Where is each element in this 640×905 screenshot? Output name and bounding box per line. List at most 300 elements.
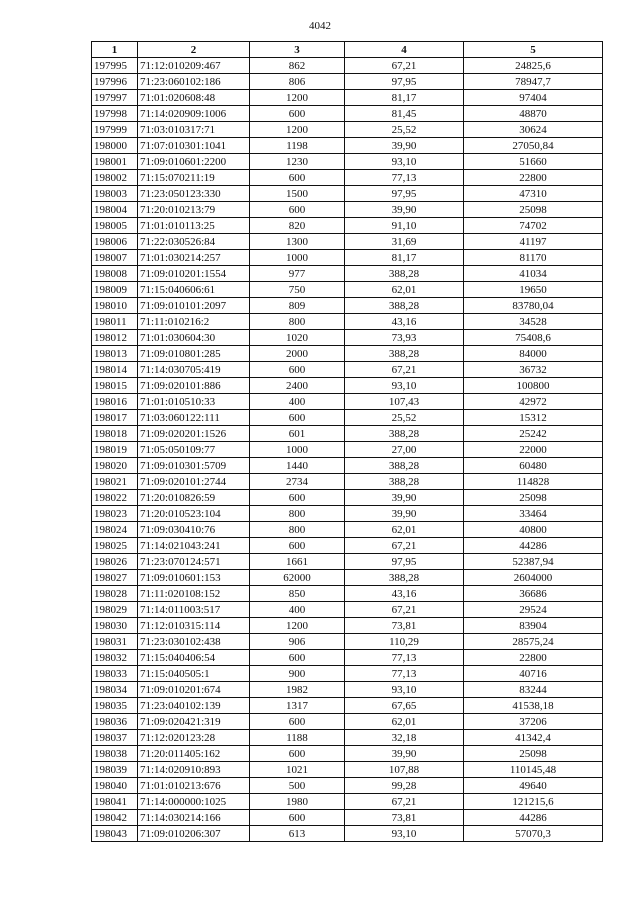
value-cell: 83244 — [464, 682, 603, 698]
value-cell: 33464 — [464, 506, 603, 522]
area-cell: 1980 — [250, 794, 345, 810]
rate-cell: 31,69 — [345, 234, 464, 250]
value-cell: 83904 — [464, 618, 603, 634]
value-cell: 121215,6 — [464, 794, 603, 810]
table-row — [92, 266, 603, 282]
value-cell: 81170 — [464, 250, 603, 266]
area-cell: 800 — [250, 314, 345, 330]
cadastral-number-cell: 71:20:011405:162 — [138, 746, 250, 762]
row-number-cell: 198019 — [92, 442, 138, 458]
area-cell: 806 — [250, 74, 345, 90]
row-number-cell: 198000 — [92, 138, 138, 154]
row-number-cell: 198001 — [92, 154, 138, 170]
cadastral-number-cell: 71:09:030410:76 — [138, 522, 250, 538]
rate-cell: 32,18 — [345, 730, 464, 746]
rate-cell: 93,10 — [345, 378, 464, 394]
cadastral-number-cell: 71:01:010213:676 — [138, 778, 250, 794]
row-number-cell: 198031 — [92, 634, 138, 650]
value-cell: 22800 — [464, 170, 603, 186]
row-number-cell: 198036 — [92, 714, 138, 730]
value-cell: 25242 — [464, 426, 603, 442]
row-number-cell: 198033 — [92, 666, 138, 682]
row-number-cell: 197999 — [92, 122, 138, 138]
value-cell: 41197 — [464, 234, 603, 250]
cadastral-number-cell: 71:05:050109:77 — [138, 442, 250, 458]
row-number-cell: 198009 — [92, 282, 138, 298]
cadastral-number-cell: 71:12:010315:114 — [138, 618, 250, 634]
row-number-cell: 198034 — [92, 682, 138, 698]
cadastral-number-cell: 71:03:060122:111 — [138, 410, 250, 426]
area-cell: 1000 — [250, 250, 345, 266]
area-cell: 1200 — [250, 122, 345, 138]
row-number-cell: 198016 — [92, 394, 138, 410]
table-row — [92, 314, 603, 330]
table-row — [92, 282, 603, 298]
area-cell: 601 — [250, 426, 345, 442]
page-number: 4042 — [309, 20, 331, 32]
row-number-cell: 198025 — [92, 538, 138, 554]
cadastral-number-cell: 71:14:000000:1025 — [138, 794, 250, 810]
table-row — [92, 122, 603, 138]
cadastral-number-cell: 71:09:010206:307 — [138, 826, 250, 842]
rate-cell: 67,21 — [345, 602, 464, 618]
cadastral-number-cell: 71:20:010523:104 — [138, 506, 250, 522]
table-row — [92, 682, 603, 698]
rate-cell: 388,28 — [345, 266, 464, 282]
area-cell: 600 — [250, 810, 345, 826]
rate-cell: 388,28 — [345, 346, 464, 362]
cadastral-number-cell: 71:11:010216:2 — [138, 314, 250, 330]
rate-cell: 81,45 — [345, 106, 464, 122]
table-row — [92, 298, 603, 314]
table-row — [92, 778, 603, 794]
table-row — [92, 426, 603, 442]
cadastral-number-cell: 71:03:010317:71 — [138, 122, 250, 138]
cadastral-number-cell: 71:09:010201:674 — [138, 682, 250, 698]
cadastral-number-cell: 71:09:010801:285 — [138, 346, 250, 362]
table-row — [92, 410, 603, 426]
rate-cell: 25,52 — [345, 122, 464, 138]
area-cell: 1300 — [250, 234, 345, 250]
cadastral-number-cell: 71:23:050123:330 — [138, 186, 250, 202]
area-cell: 400 — [250, 394, 345, 410]
rate-cell: 39,90 — [345, 506, 464, 522]
area-cell: 809 — [250, 298, 345, 314]
table-row — [92, 202, 603, 218]
row-number-cell: 198002 — [92, 170, 138, 186]
cadastral-number-cell: 71:09:020421:319 — [138, 714, 250, 730]
table-row — [92, 138, 603, 154]
row-number-cell: 197998 — [92, 106, 138, 122]
value-cell: 74702 — [464, 218, 603, 234]
rate-cell: 97,95 — [345, 554, 464, 570]
column-header: 2 — [138, 42, 250, 58]
rate-cell: 107,88 — [345, 762, 464, 778]
rate-cell: 62,01 — [345, 522, 464, 538]
value-cell: 49640 — [464, 778, 603, 794]
rate-cell: 388,28 — [345, 458, 464, 474]
value-cell: 41034 — [464, 266, 603, 282]
rate-cell: 67,21 — [345, 362, 464, 378]
table-row — [92, 330, 603, 346]
value-cell: 44286 — [464, 810, 603, 826]
cadastral-number-cell: 71:14:030214:166 — [138, 810, 250, 826]
rate-cell: 67,21 — [345, 58, 464, 74]
area-cell: 400 — [250, 602, 345, 618]
table-row — [92, 762, 603, 778]
rate-cell: 77,13 — [345, 650, 464, 666]
value-cell: 36732 — [464, 362, 603, 378]
area-cell: 1200 — [250, 90, 345, 106]
value-cell: 83780,04 — [464, 298, 603, 314]
table-row — [92, 442, 603, 458]
value-cell: 60480 — [464, 458, 603, 474]
value-cell: 97404 — [464, 90, 603, 106]
column-header: 5 — [464, 42, 603, 58]
value-cell: 44286 — [464, 538, 603, 554]
area-cell: 2734 — [250, 474, 345, 490]
cadastral-number-cell: 71:14:021043:241 — [138, 538, 250, 554]
rate-cell: 388,28 — [345, 298, 464, 314]
column-header: 4 — [345, 42, 464, 58]
value-cell: 78947,7 — [464, 74, 603, 90]
area-cell: 1188 — [250, 730, 345, 746]
area-cell: 600 — [250, 106, 345, 122]
table-row — [92, 186, 603, 202]
area-cell: 1020 — [250, 330, 345, 346]
rate-cell: 39,90 — [345, 202, 464, 218]
table-row — [92, 458, 603, 474]
value-cell: 41342,4 — [464, 730, 603, 746]
row-number-cell: 198043 — [92, 826, 138, 842]
cadastral-number-cell: 71:11:020108:152 — [138, 586, 250, 602]
row-number-cell: 198017 — [92, 410, 138, 426]
table-row — [92, 58, 603, 74]
rate-cell: 110,29 — [345, 634, 464, 650]
rate-cell: 67,21 — [345, 794, 464, 810]
area-cell: 600 — [250, 362, 345, 378]
area-cell: 500 — [250, 778, 345, 794]
area-cell: 1200 — [250, 618, 345, 634]
area-cell: 1230 — [250, 154, 345, 170]
value-cell: 41538,18 — [464, 698, 603, 714]
table-row — [92, 666, 603, 682]
rate-cell: 99,28 — [345, 778, 464, 794]
table-row — [92, 346, 603, 362]
area-cell: 2400 — [250, 378, 345, 394]
area-cell: 1440 — [250, 458, 345, 474]
area-cell: 800 — [250, 522, 345, 538]
rate-cell: 39,90 — [345, 138, 464, 154]
cadastral-number-cell: 71:14:011003:517 — [138, 602, 250, 618]
header-row — [92, 42, 603, 58]
value-cell: 22800 — [464, 650, 603, 666]
cadastral-number-cell: 71:01:010113:25 — [138, 218, 250, 234]
row-number-cell: 198035 — [92, 698, 138, 714]
row-number-cell: 198038 — [92, 746, 138, 762]
rate-cell: 97,95 — [345, 186, 464, 202]
rate-cell: 73,81 — [345, 810, 464, 826]
value-cell: 29524 — [464, 602, 603, 618]
area-cell: 600 — [250, 202, 345, 218]
rate-cell: 73,93 — [345, 330, 464, 346]
area-cell: 1661 — [250, 554, 345, 570]
value-cell: 100800 — [464, 378, 603, 394]
value-cell: 114828 — [464, 474, 603, 490]
cadastral-number-cell: 71:23:040102:139 — [138, 698, 250, 714]
table-row — [92, 650, 603, 666]
rate-cell: 39,90 — [345, 490, 464, 506]
row-number-cell: 198040 — [92, 778, 138, 794]
rate-cell: 73,81 — [345, 618, 464, 634]
area-cell: 613 — [250, 826, 345, 842]
table-row — [92, 538, 603, 554]
table-row — [92, 90, 603, 106]
value-cell: 47310 — [464, 186, 603, 202]
value-cell: 25098 — [464, 490, 603, 506]
row-number-cell: 198005 — [92, 218, 138, 234]
cadastral-number-cell: 71:22:030526:84 — [138, 234, 250, 250]
row-number-cell: 198028 — [92, 586, 138, 602]
value-cell: 40800 — [464, 522, 603, 538]
rate-cell: 43,16 — [345, 314, 464, 330]
value-cell: 22000 — [464, 442, 603, 458]
area-cell: 600 — [250, 170, 345, 186]
row-number-cell: 198013 — [92, 346, 138, 362]
area-cell: 1000 — [250, 442, 345, 458]
value-cell: 24825,6 — [464, 58, 603, 74]
table-row — [92, 506, 603, 522]
area-cell: 1982 — [250, 682, 345, 698]
table-row — [92, 474, 603, 490]
cadastral-number-cell: 71:15:070211:19 — [138, 170, 250, 186]
table-row — [92, 154, 603, 170]
area-cell: 600 — [250, 490, 345, 506]
cadastral-number-cell: 71:09:010601:2200 — [138, 154, 250, 170]
row-number-cell: 197996 — [92, 74, 138, 90]
rate-cell: 27,00 — [345, 442, 464, 458]
cadastral-number-cell: 71:20:010826:59 — [138, 490, 250, 506]
cadastral-number-cell: 71:09:020201:1526 — [138, 426, 250, 442]
value-cell: 36686 — [464, 586, 603, 602]
cadastral-number-cell: 71:01:010510:33 — [138, 394, 250, 410]
rate-cell: 97,95 — [345, 74, 464, 90]
row-number-cell: 198008 — [92, 266, 138, 282]
value-cell: 19650 — [464, 282, 603, 298]
table-row — [92, 570, 603, 586]
cadastral-number-cell: 71:15:040505:1 — [138, 666, 250, 682]
area-cell: 62000 — [250, 570, 345, 586]
value-cell: 2604000 — [464, 570, 603, 586]
value-cell: 42972 — [464, 394, 603, 410]
rate-cell: 43,16 — [345, 586, 464, 602]
table-row — [92, 746, 603, 762]
column-header: 1 — [92, 42, 138, 58]
row-number-cell: 198041 — [92, 794, 138, 810]
row-number-cell: 198006 — [92, 234, 138, 250]
table-row — [92, 634, 603, 650]
table-body — [92, 58, 603, 842]
value-cell: 57070,3 — [464, 826, 603, 842]
cadastral-number-cell: 71:01:030604:30 — [138, 330, 250, 346]
table-row — [92, 74, 603, 90]
cadastral-number-cell: 71:14:030705:419 — [138, 362, 250, 378]
cadastral-number-cell: 71:09:020101:2744 — [138, 474, 250, 490]
rate-cell: 388,28 — [345, 570, 464, 586]
row-number-cell: 198029 — [92, 602, 138, 618]
row-number-cell: 198023 — [92, 506, 138, 522]
row-number-cell: 198003 — [92, 186, 138, 202]
area-cell: 800 — [250, 506, 345, 522]
row-number-cell: 198014 — [92, 362, 138, 378]
value-cell: 37206 — [464, 714, 603, 730]
table-row — [92, 698, 603, 714]
value-cell: 15312 — [464, 410, 603, 426]
area-cell: 1198 — [250, 138, 345, 154]
row-number-cell: 198018 — [92, 426, 138, 442]
area-cell: 850 — [250, 586, 345, 602]
value-cell: 40716 — [464, 666, 603, 682]
area-cell: 900 — [250, 666, 345, 682]
cadastral-number-cell: 71:09:010301:5709 — [138, 458, 250, 474]
rate-cell: 388,28 — [345, 426, 464, 442]
row-number-cell: 198032 — [92, 650, 138, 666]
rate-cell: 67,65 — [345, 698, 464, 714]
area-cell: 600 — [250, 410, 345, 426]
column-header: 3 — [250, 42, 345, 58]
value-cell: 34528 — [464, 314, 603, 330]
cadastral-number-cell: 71:01:030214:257 — [138, 250, 250, 266]
cadastral-number-cell: 71:07:010301:1041 — [138, 138, 250, 154]
area-cell: 1317 — [250, 698, 345, 714]
table-row — [92, 618, 603, 634]
value-cell: 25098 — [464, 202, 603, 218]
area-cell: 906 — [250, 634, 345, 650]
area-cell: 862 — [250, 58, 345, 74]
value-cell: 110145,48 — [464, 762, 603, 778]
rate-cell: 93,10 — [345, 826, 464, 842]
cadastral-number-cell: 71:09:010201:1554 — [138, 266, 250, 282]
area-cell: 1500 — [250, 186, 345, 202]
table-row — [92, 362, 603, 378]
table-row — [92, 826, 603, 842]
cadastral-number-cell: 71:09:010101:2097 — [138, 298, 250, 314]
table-row — [92, 250, 603, 266]
row-number-cell: 198015 — [92, 378, 138, 394]
cadastral-number-cell: 71:15:040606:61 — [138, 282, 250, 298]
value-cell: 48870 — [464, 106, 603, 122]
table-row — [92, 730, 603, 746]
cadastral-number-cell: 71:12:020123:28 — [138, 730, 250, 746]
row-number-cell: 198020 — [92, 458, 138, 474]
rate-cell: 107,43 — [345, 394, 464, 410]
value-cell: 52387,94 — [464, 554, 603, 570]
table-row — [92, 522, 603, 538]
cadastral-number-cell: 71:01:020608:48 — [138, 90, 250, 106]
area-cell: 820 — [250, 218, 345, 234]
rate-cell: 91,10 — [345, 218, 464, 234]
registry-table — [91, 41, 603, 842]
table-row — [92, 378, 603, 394]
rate-cell: 93,10 — [345, 154, 464, 170]
table-row — [92, 394, 603, 410]
row-number-cell: 198021 — [92, 474, 138, 490]
value-cell: 27050,84 — [464, 138, 603, 154]
row-number-cell: 198022 — [92, 490, 138, 506]
table-row — [92, 554, 603, 570]
table-row — [92, 170, 603, 186]
rate-cell: 77,13 — [345, 170, 464, 186]
row-number-cell: 198010 — [92, 298, 138, 314]
cadastral-number-cell: 71:15:040406:54 — [138, 650, 250, 666]
value-cell: 30624 — [464, 122, 603, 138]
value-cell: 25098 — [464, 746, 603, 762]
area-cell: 2000 — [250, 346, 345, 362]
cadastral-number-cell: 71:09:010601:153 — [138, 570, 250, 586]
rate-cell: 67,21 — [345, 538, 464, 554]
row-number-cell: 198004 — [92, 202, 138, 218]
value-cell: 84000 — [464, 346, 603, 362]
row-number-cell: 198037 — [92, 730, 138, 746]
row-number-cell: 198042 — [92, 810, 138, 826]
area-cell: 600 — [250, 538, 345, 554]
table-row — [92, 810, 603, 826]
table-row — [92, 106, 603, 122]
table-row — [92, 490, 603, 506]
row-number-cell: 198030 — [92, 618, 138, 634]
rate-cell: 81,17 — [345, 250, 464, 266]
value-cell: 51660 — [464, 154, 603, 170]
row-number-cell: 197995 — [92, 58, 138, 74]
row-number-cell: 198007 — [92, 250, 138, 266]
rate-cell: 81,17 — [345, 90, 464, 106]
table-row — [92, 586, 603, 602]
row-number-cell: 198012 — [92, 330, 138, 346]
value-cell: 75408,6 — [464, 330, 603, 346]
cadastral-number-cell: 71:23:030102:438 — [138, 634, 250, 650]
table-row — [92, 794, 603, 810]
row-number-cell: 197997 — [92, 90, 138, 106]
row-number-cell: 198039 — [92, 762, 138, 778]
rate-cell: 39,90 — [345, 746, 464, 762]
table-row — [92, 234, 603, 250]
table-row — [92, 714, 603, 730]
cadastral-number-cell: 71:14:020909:1006 — [138, 106, 250, 122]
area-cell: 600 — [250, 746, 345, 762]
rate-cell: 93,10 — [345, 682, 464, 698]
area-cell: 600 — [250, 714, 345, 730]
table-row — [92, 218, 603, 234]
row-number-cell: 198026 — [92, 554, 138, 570]
cadastral-number-cell: 71:20:010213:79 — [138, 202, 250, 218]
rate-cell: 25,52 — [345, 410, 464, 426]
cadastral-number-cell: 71:12:010209:467 — [138, 58, 250, 74]
value-cell: 28575,24 — [464, 634, 603, 650]
area-cell: 600 — [250, 650, 345, 666]
rate-cell: 388,28 — [345, 474, 464, 490]
cadastral-number-cell: 71:14:020910:893 — [138, 762, 250, 778]
rate-cell: 62,01 — [345, 282, 464, 298]
row-number-cell: 198027 — [92, 570, 138, 586]
area-cell: 750 — [250, 282, 345, 298]
row-number-cell: 198011 — [92, 314, 138, 330]
row-number-cell: 198024 — [92, 522, 138, 538]
cadastral-number-cell: 71:23:060102:186 — [138, 74, 250, 90]
cadastral-number-cell: 71:23:070124:571 — [138, 554, 250, 570]
rate-cell: 77,13 — [345, 666, 464, 682]
cadastral-number-cell: 71:09:020101:886 — [138, 378, 250, 394]
table-row — [92, 602, 603, 618]
